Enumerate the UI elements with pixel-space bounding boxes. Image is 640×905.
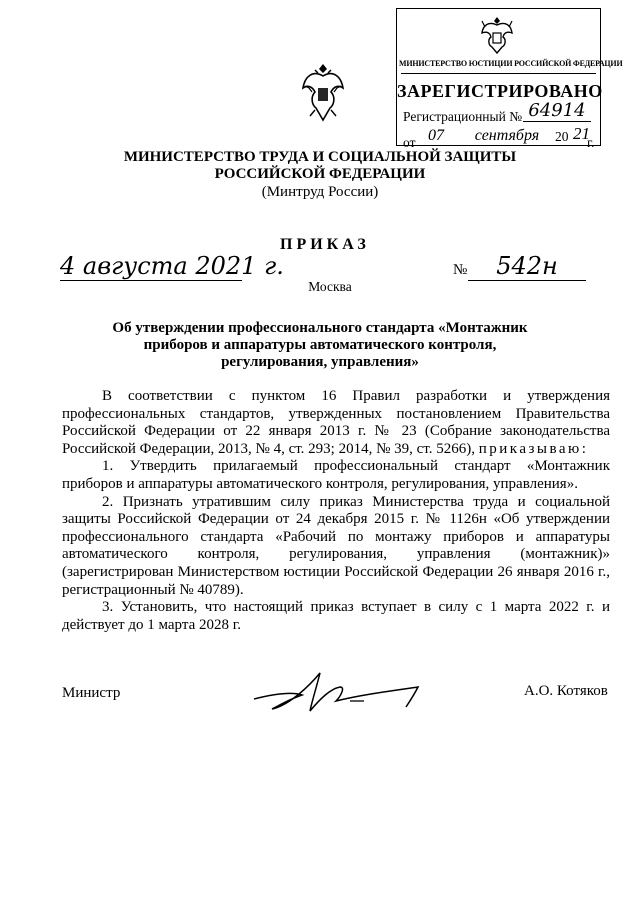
handwritten-signature bbox=[250, 665, 430, 720]
stamp-date-day: 07 bbox=[423, 127, 449, 146]
stamp-date-year-prefix: 20 bbox=[555, 129, 569, 144]
order-item: 2. Признать утратившим силу приказ Министерства труда и социальной защиты Российской Федерации от 24 декабря 2015 г. № 1126н «Об утверждении профессионального стандарта «Рабочий по монтажу приборов и аппаратуры автоматического контроля, регулирования, управления (монтажник)» (зарегистрирован Министерством юстиции Российской Федерации 26 января 2016 г., регистрационный № 40789). bbox=[62, 493, 610, 598]
preamble-paragraph bbox=[62, 388, 610, 458]
stamp-date-month: сентября bbox=[474, 127, 540, 144]
eagle-emblem-icon bbox=[479, 13, 515, 57]
order-word: приказываю: bbox=[478, 440, 589, 457]
preamble-text: В соответствии с пунктом 16 Правил разработки и утверждения профессиональных стандартов, утвержденных постановлением Правительства Российской Федерации от 22 января 2013 г. № 23 (Собрание законодательства Российской Федерации, 2013, № 4, ст. 293; 2014, № 39, ст. 5266), bbox=[62, 388, 610, 457]
order-number: 542н bbox=[468, 252, 586, 281]
stamp-ministry: МИНИСТЕРСТВО ЮСТИЦИИ РОССИЙСКОЙ ФЕДЕРАЦИИ bbox=[399, 59, 623, 68]
stamp-number-value: 64914 bbox=[523, 101, 591, 122]
document-body bbox=[62, 388, 610, 634]
stamp-date-suffix: г. bbox=[587, 135, 595, 150]
ministry-short-name: (Минтруд России) bbox=[261, 184, 379, 200]
order-item: 3. Установить, что настоящий приказ вступает в силу с 1 марта 2022 г. и действует до 1 марта 2028 г. bbox=[62, 599, 610, 633]
order-title: ПРИКАЗ bbox=[280, 236, 370, 253]
stamp-date-prefix: от bbox=[403, 135, 416, 150]
ministry-title: МИНИСТЕРСТВО ТРУДА И СОЦИАЛЬНОЙ ЗАЩИТЫ РОССИЙСКОЙ ФЕДЕРАЦИИ bbox=[123, 149, 517, 182]
order-city: Москва bbox=[308, 279, 352, 294]
coat-of-arms-icon bbox=[301, 62, 345, 126]
stamp-date-year-tail: 21 bbox=[573, 124, 590, 143]
order-number-label: № bbox=[453, 262, 468, 278]
stamp-number-label: Регистрационный № bbox=[403, 109, 523, 124]
stamp-divider bbox=[401, 73, 596, 74]
document-heading: Об утверждении профессионального стандарта «Монтажник приборов и аппаратуры автоматического контроля, регулирования, управления» bbox=[112, 320, 528, 370]
signatory-name: А.О. Котяков bbox=[524, 683, 608, 699]
signatory-role: Министр bbox=[62, 685, 121, 701]
order-date: 4 августа 2021 г. bbox=[60, 252, 284, 280]
order-item: 1. Утвердить прилагаемый профессиональный стандарт «Монтажник приборов и аппаратуры автоматического контроля, регулирования, управления». bbox=[62, 458, 610, 492]
registration-stamp bbox=[396, 8, 623, 150]
stamp-status: ЗАРЕГИСТРИРОВАНО bbox=[397, 81, 603, 101]
